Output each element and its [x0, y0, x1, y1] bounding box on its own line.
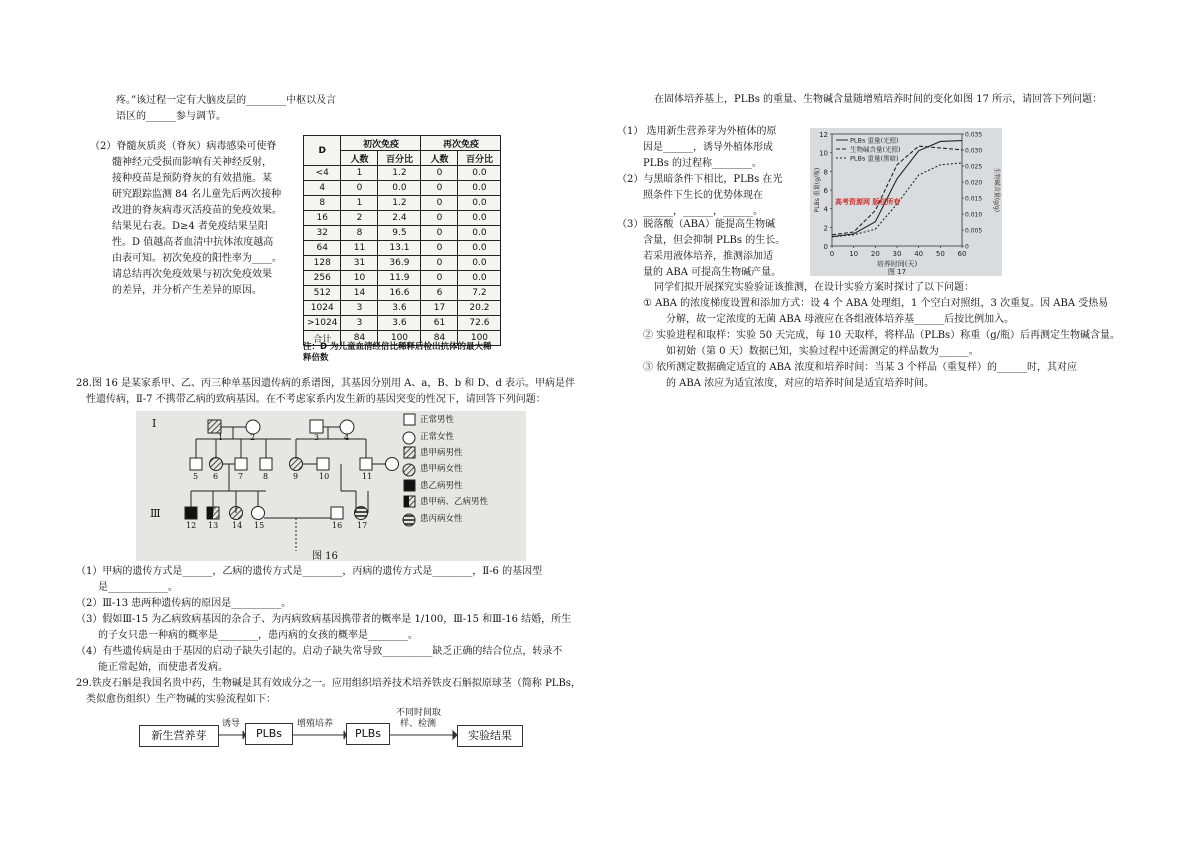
y-axis-label: PLBs 重量(g/瓶): [814, 167, 821, 213]
table-cell: >1024: [304, 316, 341, 331]
q29-3: 若采用液体培养，推测添加适: [643, 251, 773, 262]
x-tick-label: 0: [829, 250, 835, 258]
table-cell: 61: [421, 316, 458, 331]
table-cell: 6: [421, 286, 458, 301]
table-cell: 0.0: [378, 181, 421, 196]
y-tick-label: 2: [823, 224, 828, 233]
th-n2: 人数: [421, 151, 458, 166]
table-cell: 0.0: [458, 271, 501, 286]
q28-4a: （4）有些遗传病是由于基因的启动子缺失引起的。启动子缺失常导致__________缺乏正确的结合位点，转录不: [76, 646, 563, 657]
q28-line: 28.图 16 是某家系甲、乙、丙三种单基因遗传病的系谱图，其基因分别用 A、a，B、b 和 D、d 表示。甲病是伴: [76, 378, 576, 389]
table-row: [304, 211, 501, 226]
table-cell: 2: [341, 211, 378, 226]
table-cell: 0.0: [458, 196, 501, 211]
gen-label-1: Ⅰ: [152, 417, 157, 430]
table-cell: 31: [341, 256, 378, 271]
table-cell: 0: [421, 166, 458, 181]
chart-svg: [810, 128, 1002, 276]
table-row: [304, 271, 501, 286]
ped-num: 7: [238, 472, 244, 481]
table-cell: 84: [421, 331, 458, 346]
ped-num: 3: [314, 433, 320, 442]
table-cell: 0: [421, 196, 458, 211]
q29-3: 含量，但会抑制 PLBs 的生长。: [643, 235, 786, 246]
flow-box-4: 实验结果: [457, 725, 523, 747]
q29-3-rest: ① ABA 的浓度梯度设置和添加方式：设 4 个 ABA 处理组，1 个空白对照组，3 次重复。因 ABA 受热易: [643, 298, 1109, 309]
legend-item: 正常女性: [420, 432, 455, 442]
legend-item: 患乙病男性: [420, 481, 463, 491]
y2-tick-label: 0.030: [965, 147, 983, 155]
table-cell: 8: [341, 226, 378, 241]
legend-item: 正常男性: [420, 415, 455, 425]
th-n1: 人数: [341, 151, 378, 166]
table-cell: 0: [421, 256, 458, 271]
table-cell: 7.2: [458, 286, 501, 301]
x-tick-label: 10: [849, 250, 859, 258]
immunity-table: [303, 135, 501, 346]
pedigree-figure: [136, 411, 526, 561]
q29-3: 量的 ABA 可提高生物碱产量。: [643, 267, 782, 278]
table-cell: 0: [421, 226, 458, 241]
x-tick-label: 60: [957, 250, 967, 258]
ped-num: 8: [263, 472, 269, 481]
table-cell: 3: [341, 316, 378, 331]
th-first: 初次免疫: [341, 136, 421, 151]
y-tick-label: 10: [819, 149, 828, 158]
table-cell: 16: [304, 211, 341, 226]
q27-2-line: 请总结再次免疫效果与初次免疫效果: [112, 269, 272, 280]
flow-label-induce: 诱导: [222, 719, 241, 729]
ped-num: 16: [332, 521, 343, 530]
q29-3-rest: 同学们拟开展探究实验验证该推测，在设计实验方案时探讨了以下问题：: [654, 282, 974, 293]
legend-item: 患丙病女性: [420, 514, 463, 524]
table-cell: 0: [421, 271, 458, 286]
table-cell: 16.6: [378, 286, 421, 301]
watermark: 高考资源网 版权所有: [835, 198, 901, 206]
q28-1b: 是____________。: [98, 582, 178, 593]
table-cell: 0.0: [458, 181, 501, 196]
q29-1: PLBs 的过程称________。: [643, 158, 763, 169]
flow-box-1: 新生营养芽: [139, 725, 219, 747]
y-tick-label: 0: [823, 243, 828, 251]
table-cell: 4: [304, 181, 341, 196]
table-cell: 512: [304, 286, 341, 301]
q29-intro: 在固体培养基上，PLBs 的重量、生物碱含量随增殖培养时间的变化如图 17 所示，请回答下列问题：: [654, 94, 1103, 105]
y2-tick-label: 0.025: [965, 163, 983, 171]
y2-axis-label: 生物碱含量(g/g): [993, 167, 1000, 213]
table-row: [304, 166, 501, 181]
table-cell: 84: [341, 331, 378, 346]
chart-title: 图 17: [887, 268, 907, 276]
q29-2: （2）与黑暗条件下相比，PLBs 在光: [617, 174, 783, 185]
x-tick-label: 30: [892, 250, 902, 258]
table-row: [304, 301, 501, 316]
table-cell: 20.2: [458, 301, 501, 316]
table-cell: 0: [421, 211, 458, 226]
q28-3a: （3）假如Ⅲ-15 为乙病致病基因的杂合子、为丙病致病基因携带者的概率是 1/100，Ⅲ-15 和Ⅲ-16 结婚，所生: [76, 614, 572, 625]
y-tick-label: 4: [823, 205, 828, 214]
q29-1: 因是______，诱导外植体形成: [643, 142, 773, 153]
table-row: [304, 316, 501, 331]
flow-label-detect: 样、检测: [400, 719, 437, 729]
flow-label-sample: 不同时间取: [396, 708, 442, 718]
legend-item: 患甲病女性: [420, 464, 463, 474]
table-row: [304, 286, 501, 301]
table-row: [304, 241, 501, 256]
table-body: [304, 166, 501, 346]
ped-num: 2: [250, 433, 256, 442]
q27-2-line: 性。D 值越高者血清中抗体浓度越高: [112, 237, 274, 248]
q29-3-rest: ③ 依所测定数据确定适宜的 ABA 浓度和培养时间：当某 3 个样品（重复样）的______时，其对应: [643, 362, 1078, 373]
table-cell: 72.6: [458, 316, 501, 331]
th-p2: 百分比: [458, 151, 501, 166]
ped-num: 15: [254, 521, 265, 530]
y2-tick-label: 0.010: [965, 211, 983, 219]
ped-num: 9: [293, 472, 299, 481]
table-row: [304, 226, 501, 241]
legend-item: 患甲病、乙病男性: [420, 497, 489, 507]
table-cell: 1: [341, 166, 378, 181]
x-tick-label: 50: [935, 250, 945, 258]
q28-2: （2）Ⅲ-13 患两种遗传病的原因是__________。: [76, 598, 292, 609]
table-cell: 256: [304, 271, 341, 286]
table-cell: 1.2: [378, 166, 421, 181]
legend-label: 生物碱含量(光照): [850, 145, 901, 154]
table-cell: 3: [341, 301, 378, 316]
figure-17-chart: [810, 128, 1002, 276]
x-tick-label: 40: [914, 250, 924, 258]
table-cell: 64: [304, 241, 341, 256]
ped-num: 1: [218, 433, 224, 442]
ped-num: 14: [232, 521, 243, 530]
q29-3-rest: ② 实验进程和取样：实验 50 天完成，每 10 天取样，将样品（PLBs）称重（g/瓶）后再测定生物碱含量。: [643, 330, 1120, 341]
table-row: [304, 181, 501, 196]
pedigree-caption: 图 16: [312, 551, 338, 562]
table-cell: 10: [341, 271, 378, 286]
q29-2: 照条件下生长的优势体现在: [643, 190, 763, 201]
th-second: 再次免疫: [421, 136, 501, 151]
table-cell: 11.9: [378, 271, 421, 286]
table-cell: 0.0: [458, 256, 501, 271]
q29-3-rest: 分解，故一定浓度的无菌 ABA 母液应在各组液体培养基______后按比例加入。: [666, 314, 1015, 325]
table-cell: 36.9: [378, 256, 421, 271]
gen-label-3: Ⅲ: [150, 507, 161, 520]
q29-1: （1） 选用新生营养芽为外植体的原: [617, 126, 777, 137]
th-p1: 百分比: [378, 151, 421, 166]
pedigree-svg: [136, 411, 526, 561]
table-row: [304, 256, 501, 271]
table-row: [304, 196, 501, 211]
y-tick-label: 12: [819, 131, 828, 139]
ped-num: 17: [357, 521, 368, 530]
legend-item: 患甲病男性: [420, 448, 463, 458]
q27-2-line: 由表可知。初次免疫的阳性率为____。: [112, 253, 282, 264]
q28-1a: （1）甲病的遗传方式是______，乙病的遗传方式是________，丙病的遗传方式是________，Ⅱ-6 的基因型: [76, 566, 543, 577]
q29-3: （3）脱落酸（ABA）能提高生物碱: [617, 219, 776, 230]
table-cell: 0.0: [458, 211, 501, 226]
q28-line: 性遗传病，Ⅱ-7 不携带乙病的致病基因。在不考虑家系内发生新的基因突变的性况下，请回答下列问题：: [86, 394, 546, 405]
ped-num: 5: [193, 472, 199, 481]
q29-3-rest: 的 ABA 浓应为适宜浓度，对应的培养时间是适宜培养时间。: [666, 378, 935, 389]
y2-tick-label: 0.020: [965, 179, 983, 187]
q29-2: ______，______，______。: [643, 206, 763, 217]
q27-2-line: 研究跟踪监测 84 名儿童先后两次接种: [112, 189, 282, 200]
q29-line: 类似愈伤组织）生产物碱的实验流程如下：: [86, 694, 276, 705]
table-cell: 128: [304, 256, 341, 271]
q28-3b: 的子女只患一种病的概率是________，患丙病的女孩的概率是________。: [98, 630, 418, 641]
y-tick-label: 8: [823, 168, 828, 177]
table-cell: 100: [378, 331, 421, 346]
table-cell: 2.4: [378, 211, 421, 226]
flow-box-3: PLBs: [346, 723, 390, 745]
table-cell: 13.1: [378, 241, 421, 256]
table-cell: 3.6: [378, 316, 421, 331]
table-cell: 100: [458, 331, 501, 346]
y2-tick-label: 0.035: [965, 131, 983, 139]
y2-tick-label: 0: [965, 243, 969, 251]
table-cell: 合计: [304, 331, 341, 346]
table-cell: 0.0: [458, 241, 501, 256]
table-cell: 0: [341, 181, 378, 196]
table-cell: 0.0: [458, 226, 501, 241]
x-tick-label: 20: [870, 250, 880, 258]
ped-num: 10: [319, 472, 330, 481]
q29-3-rest: 如初始（第 0 天）数据已知，实验过程中还需测定的样品数为______。: [666, 346, 979, 357]
ped-num: 6: [213, 472, 219, 481]
legend-label: PLBs 重量(光照): [850, 136, 899, 145]
ped-num: 11: [362, 472, 373, 481]
table-cell: <4: [304, 166, 341, 181]
table-cell: 1: [341, 196, 378, 211]
ped-num: 12: [186, 521, 197, 530]
table-cell: 0: [421, 241, 458, 256]
q28-4b: 能正常起始，而使患者发病。: [98, 662, 228, 673]
line-2: 语区的______参与调节。: [116, 111, 226, 122]
y-tick-label: 6: [823, 187, 828, 195]
line-1: 疼。”该过程一定有大脑皮层的________中枢以及言: [116, 95, 337, 106]
q27-2-line: 结果见右表。D≥4 者免疫结果呈阳: [112, 221, 268, 232]
table-cell: 9.5: [378, 226, 421, 241]
flow-box-2: PLBs: [245, 723, 293, 745]
x-axis-label: 培养时间(天): [876, 260, 918, 268]
ped-num: 4: [344, 433, 350, 442]
table-cell: 17: [421, 301, 458, 316]
table-cell: 14: [341, 286, 378, 301]
legend-label: PLBs 重量(黑暗): [850, 154, 899, 163]
table-cell: 32: [304, 226, 341, 241]
y2-tick-label: 0.005: [965, 227, 983, 235]
q27-2-line: 的差异，并分析产生差异的原因。: [112, 285, 262, 296]
flow-label-culture: 增殖培养: [297, 719, 334, 729]
th-d: D: [304, 136, 341, 166]
q27-2-line: 髓神经元受损而影响有关神经反射，: [112, 157, 272, 168]
table-cell: 3.6: [378, 301, 421, 316]
ped-num: 13: [208, 521, 219, 530]
table-cell: 0.0: [458, 166, 501, 181]
table-cell: 1024: [304, 301, 341, 316]
table-cell: 0: [421, 181, 458, 196]
table-cell: 8: [304, 196, 341, 211]
y2-tick-label: 0.015: [965, 195, 983, 203]
table-cell: 1.2: [378, 196, 421, 211]
q27-2-line: 接种疫苗是预防脊灰的有效措施。某: [112, 173, 272, 184]
q27-2-line: （2）脊髓灰质炎（脊灰）病毒感染可使脊: [90, 141, 277, 152]
table-cell: 11: [341, 241, 378, 256]
q27-2-line: 改进的脊灰病毒灭活疫苗的免疫效果。: [112, 205, 282, 216]
q29-line: 29.铁皮石斛是我国名贵中药，生物碱是其有效成分之一。应用组织培养技术培养铁皮石斛拟原球茎（简称 PLBs，: [76, 678, 581, 689]
table-note: 注：D 为儿童血清经倍比稀释后检出抗体的最大稀释倍数: [303, 342, 492, 363]
